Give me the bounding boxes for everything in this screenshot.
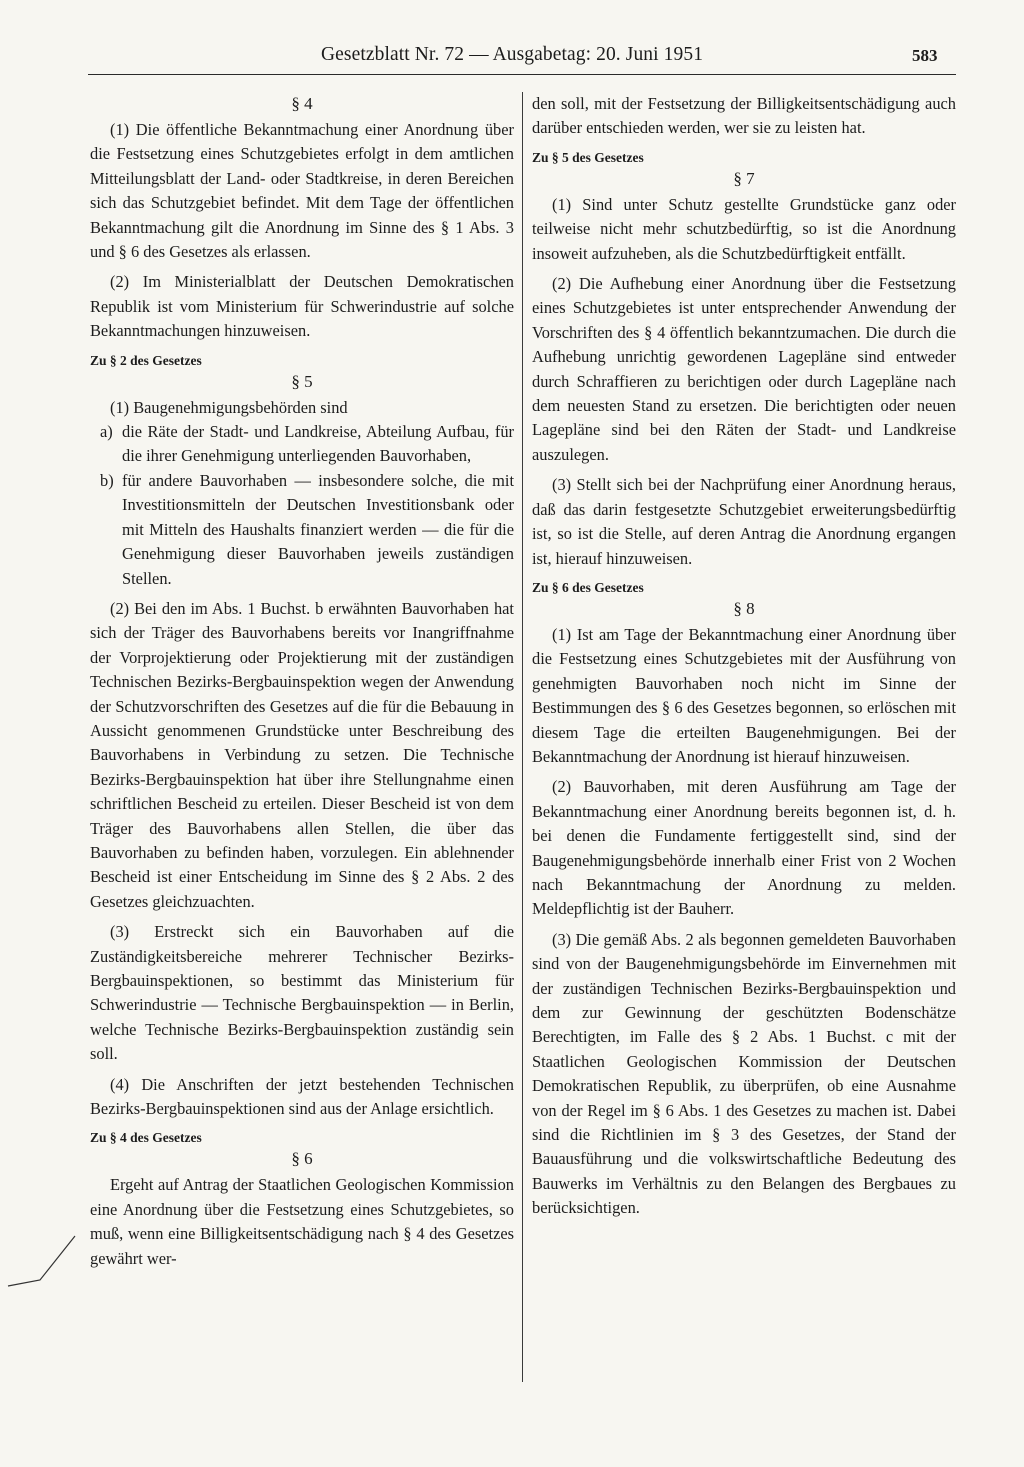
subheading-zu-2: Zu § 2 des Gesetzes bbox=[90, 352, 202, 368]
list-item-a bbox=[100, 420, 514, 469]
section-7-paragraph-1: (1) Sind unter Schutz gestellte Grundstücke ganz oder teilweise nicht mehr schutzbedürftig, so ist die Anordnung insoweit aufzuheben, als die Schutzbedürftigkeit entfällt. bbox=[532, 194, 956, 263]
section-7-paragraph-2: (2) Die Aufhebung einer Anordnung über die Festsetzung eines Schutzgebietes ist unter entsprechender Anwendung der Vorschriften des § 4 öffentlich bekanntzumachen. Die durch die Aufhebung unrichtig gewordenen Lagepläne sind entweder durch Schraffieren zu berichtigen oder durch Lagepläne nach dem neuesten Stand zu ersetzen. Die berichtigten oder neuen Lagepläne sind bei den Räten der Stadt- und Landkreise auszulegen. bbox=[532, 274, 956, 464]
right-column bbox=[532, 92, 956, 1227]
section-5-paragraph-2: (2) Bei den im Abs. 1 Buchst. b erwähnten Bauvorhaben hat sich der Träger des Bauvorhabens bereits vor Inangriffnahme der Vorprojektierung oder Projektierung mit der zuständigen Technischen Bezirks-Bergbauinspektion wegen der Anwendung der Schutzvorschriften des Gesetzes auf die für die Bebauung in Aussicht genommenen Grundstücke unter Beschreibung des Bauvorhabens in Verbindung zu setzen. Die Technische Bezirks-Bergbauinspektion hat über ihre Stellungnahme einen schriftlichen Bescheid zu erteilen. Dieser Bescheid ist von dem Träger des Bauvorhabens allen Stellen, die über das Bauvorhaben zu befinden haben, vorzulegen. Ein ablehnender Bescheid ist einer Entscheidung im Sinne des § 2 Abs. 2 des Gesetzes gleichzuachten. bbox=[90, 598, 514, 911]
list-text-a: die Räte der Stadt- und Landkreise, Abteilung Aufbau, für die ihrer Genehmigung unterliegenden Bauvorhaben, bbox=[122, 422, 514, 466]
section-8-paragraph-3: (3) Die gemäß Abs. 2 als begonnen gemeldeten Bauvorhaben sind von der Baugenehmigungsbehörde im Einvernehmen mit der zuständigen Technischen Bezirks-Bergbauinspektion und dem zur Gewinnung der geschützten Bodenschätze Berechtigten, im Falle des § 2 Abs. 1 Buchst. c mit der Staatlichen Geologischen Kommission der Deutschen Demokratischen Republik, zu überprüfen, ob eine Ausnahme von der Regel im § 6 Abs. 1 des Gesetzes zu machen ist. Dabei sind die Richtlinien im § 3 des Gesetzes, der Stand der Bauausführung und die volkswirtschaftliche Bedeutung des Bauwerks im Verhältnis zu den Belangen des Bergbaues zu berücksichtigen. bbox=[532, 929, 956, 1218]
section-4-paragraph-2: (2) Im Ministerialblatt der Deutschen Demokratischen Republik ist vom Ministerium für Schwerindustrie auf solche Bekanntmachungen hinzuweisen. bbox=[90, 272, 514, 341]
list-text-b: für andere Bauvorhaben — insbesondere solche, die mit Investitionsmitteln der Deutschen Investitionsbank oder mit Mitteln des Haushalts finanziert werden — die für die Genehmigung dieser Bauvorhaben jeweils zuständigen Stellen. bbox=[122, 470, 514, 588]
header-rule bbox=[88, 74, 956, 75]
list-item-b bbox=[100, 469, 514, 591]
running-header bbox=[0, 44, 1024, 74]
page-number: 583 bbox=[912, 46, 938, 65]
section-6-continuation: den soll, mit der Festsetzung der Billigkeitsentschädigung auch darüber entschieden werden, wer sie zu leisten hat. bbox=[532, 94, 956, 138]
left-column bbox=[90, 92, 514, 1277]
section-5-heading: § 5 bbox=[291, 371, 313, 391]
list-marker-a: a) bbox=[100, 422, 113, 442]
section-5-paragraph-3: (3) Erstreckt sich ein Bauvorhaben auf die Zuständigkeitsbereiche mehrerer Technischer Bezirks-Bergbauinspektionen, so bestimmt das Ministerium für Schwerindustrie — Technische Bergbauinspektion — in Berlin, welche Technische Bezirks-Bergbauinspektion zuständig sein soll. bbox=[90, 922, 514, 1064]
header-title: Gesetzblatt Nr. 72 — Ausgabetag: 20. Juni 1951 bbox=[320, 44, 704, 65]
section-4-heading: § 4 bbox=[291, 94, 313, 113]
section-6-paragraph-1: Ergeht auf Antrag der Staatlichen Geologischen Kommission eine Anordnung über die Festsetzung eines Schutzgebietes, so muß, wenn eine Billigkeitsentschädigung nach § 4 des Gesetzes gewährt wer- bbox=[90, 1175, 514, 1268]
section-6-heading: § 6 bbox=[291, 1149, 313, 1169]
section-8-paragraph-1: (1) Ist am Tage der Bekanntmachung einer Anordnung über die Festsetzung eines Schutzgebietes mit der Ausführung von genehmigten Bauvorhaben noch nicht im Sinne der Bestimmungen des § 6 des Gesetzes begonnen, so erlöschen mit diesem Tage die erteilten Baugenehmigungen. Bei der Bekanntmachung der Anordnung ist hierauf hinzuweisen. bbox=[532, 624, 956, 766]
column-divider bbox=[522, 92, 523, 1382]
section-7-heading: § 7 bbox=[733, 168, 755, 188]
list-marker-b: b) bbox=[100, 470, 114, 490]
subheading-zu-5: Zu § 5 des Gesetzes bbox=[532, 149, 644, 165]
section-8-heading: § 8 bbox=[733, 598, 755, 618]
section-5-paragraph-4: (4) Die Anschriften der jetzt bestehenden Technischen Bezirks-Bergbauinspektionen sind aus der Anlage ersichtlich. bbox=[90, 1074, 514, 1119]
pencil-margin-mark bbox=[0, 1230, 90, 1290]
section-7-paragraph-3: (3) Stellt sich bei der Nachprüfung einer Anordnung heraus, daß das darin festgesetzte Schutzgebiet erweiterungsbedürftig ist, so ist die Stelle, auf deren Antrag die Anordnung ergangen ist, hierauf hinzuweisen. bbox=[532, 475, 956, 568]
subheading-zu-4: Zu § 4 des Gesetzes bbox=[90, 1130, 202, 1146]
section-8-paragraph-2: (2) Bauvorhaben, mit deren Ausführung am Tage der Bekanntmachung einer Anordnung bereits begonnen ist, d. h. bei denen die Fundamente fertiggestellt sind, sind der Baugenehmigungsbehörde innerhalb einer Frist von 2 Wochen nach Bekanntmachung der Anordnung zu melden. Meldepflichtig ist der Bauherr. bbox=[532, 777, 956, 919]
subheading-zu-6: Zu § 6 des Gesetzes bbox=[532, 579, 644, 595]
section-5-paragraph-1: (1) Baugenehmigungsbehörden sind bbox=[110, 397, 348, 417]
section-4-paragraph-1: (1) Die öffentliche Bekanntmachung einer Anordnung über die Festsetzung eines Schutzgebietes erfolgt in dem amtlichen Mitteilungsblatt der Land- oder Stadtkreise, in deren Bereichen sich das Schutzgebiet befindet. Mit dem Tage der öffentlichen Bekanntmachung gilt die Anordnung im Sinne des § 1 Abs. 3 und § 6 des Gesetzes als erlassen. bbox=[90, 120, 514, 262]
